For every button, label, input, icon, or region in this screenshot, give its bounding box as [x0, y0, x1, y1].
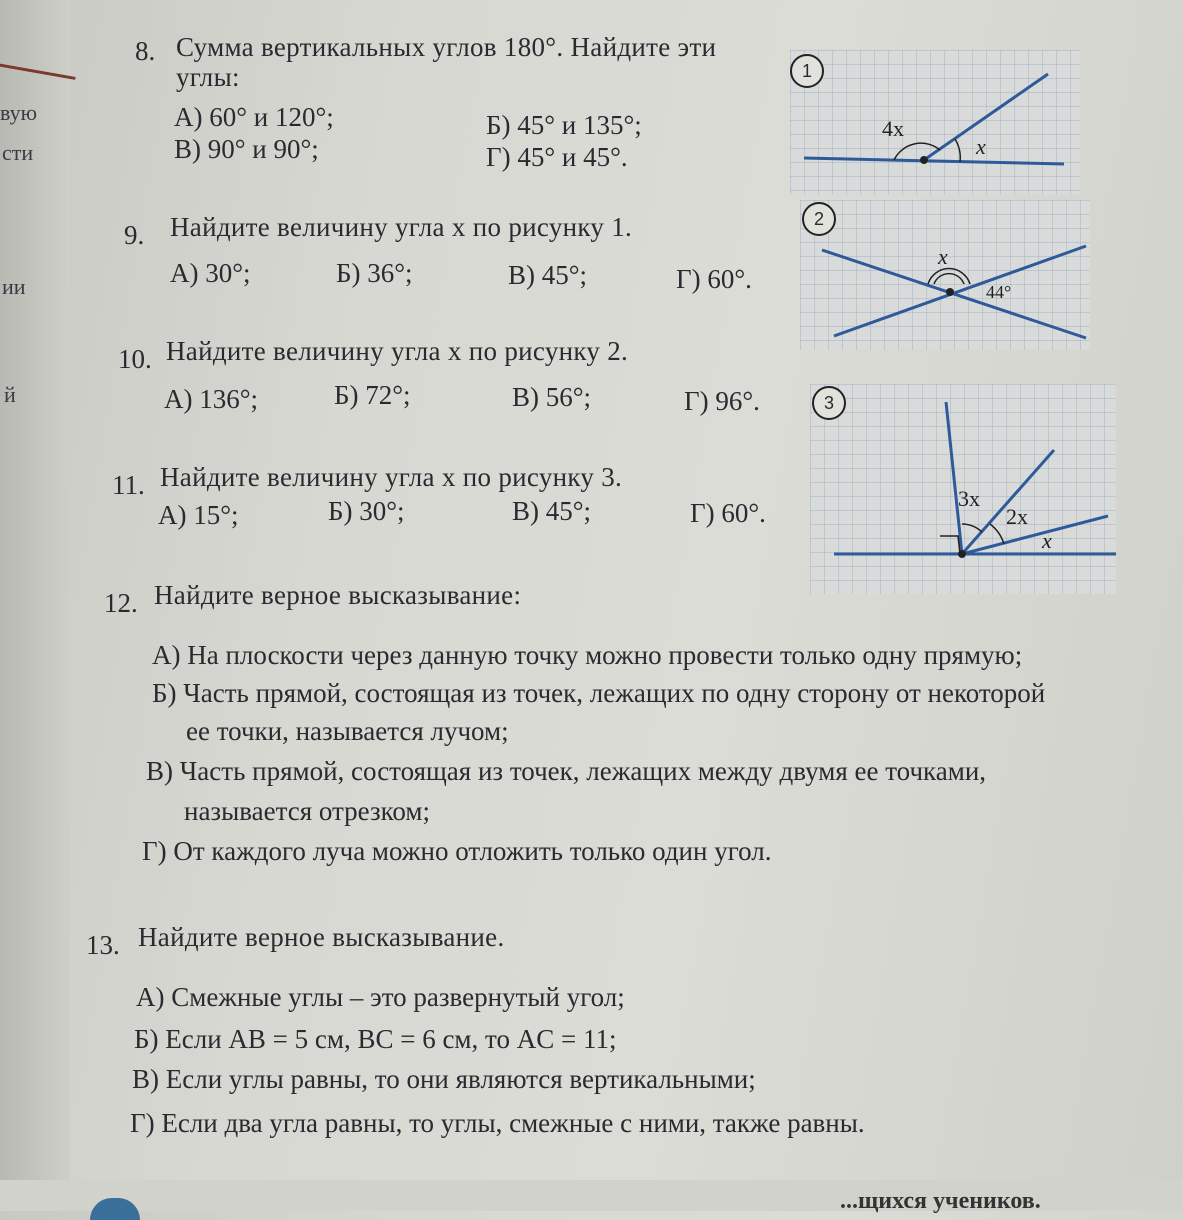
answer-option[interactable]: А) На плоскости через данную точку можно провести только одну прямую;	[152, 640, 1023, 670]
answer-option[interactable]: Б) Если AB = 5 см, BC = 6 см, то AC = 11;	[134, 1024, 617, 1054]
margin-fragment: ии	[2, 274, 26, 299]
question-9-number: 9.	[124, 220, 145, 250]
question-8-text: Сумма вертикальных углов 180°. Найдите эти	[176, 32, 717, 62]
perpendicular-ray	[946, 402, 962, 554]
answer-option[interactable]: Г) 60°.	[676, 264, 752, 294]
question-12-text: Найдите верное высказывание:	[154, 580, 522, 610]
answer-option[interactable]: А) 15°;	[158, 500, 239, 530]
line-b	[834, 246, 1086, 336]
answer-option[interactable]: Б) 72°;	[334, 380, 411, 410]
figure-1	[790, 50, 1080, 195]
angle-label: 44°	[986, 282, 1012, 302]
answer-option[interactable]: Г) От каждого луча можно отложить только один угол.	[142, 836, 772, 866]
angle-arc	[934, 274, 964, 284]
answer-option[interactable]: Г) 96°.	[684, 386, 760, 416]
angle-arc	[894, 143, 940, 160]
figure-number-badge: 3	[812, 386, 846, 420]
ray-2	[962, 516, 1108, 554]
answer-option[interactable]: В) Если углы равны, то они являются вертикальными;	[132, 1064, 756, 1094]
question-13-text: Найдите верное высказывание.	[138, 922, 505, 952]
angle-label: 4x	[882, 116, 904, 141]
question-11-number: 11.	[112, 470, 145, 500]
angle-label: 2x	[1006, 504, 1028, 529]
figure-3-drawing	[810, 384, 1116, 594]
angle-arc	[990, 524, 1004, 544]
answer-option[interactable]: А) Смежные углы – это развернутый угол;	[136, 982, 625, 1012]
answer-option[interactable]: Б) 36°;	[336, 258, 413, 288]
figure-3	[810, 384, 1116, 594]
angle-label: 3x	[958, 486, 980, 511]
question-8-text-cont: углы:	[176, 62, 240, 92]
answer-option[interactable]: В) 45°;	[508, 260, 588, 290]
vertex-point	[920, 156, 928, 164]
margin-fragment: й	[4, 382, 16, 407]
question-8	[135, 36, 155, 67]
vertex-point	[958, 550, 966, 558]
angle-arc	[955, 139, 960, 162]
question-10-number: 10.	[118, 344, 152, 374]
answer-option[interactable]: Б) 30°;	[328, 496, 405, 526]
answer-option-cont: называется отрезком;	[184, 796, 430, 826]
answer-option[interactable]: Б) Часть прямой, состоящая из точек, лежащих по одну сторону от некоторой	[152, 678, 1046, 708]
question-9-text: Найдите величину угла x по рисунку 1.	[170, 212, 633, 242]
question-number: 8.	[135, 36, 156, 66]
margin-fragment: сти	[2, 140, 34, 165]
figure-2-drawing	[800, 200, 1090, 350]
question-12-number: 12.	[104, 588, 138, 618]
angle-arc	[962, 524, 982, 532]
answer-option[interactable]: А) 30°;	[170, 258, 251, 288]
right-angle-mark	[940, 536, 960, 554]
question-10-text: Найдите величину угла x по рисунку 2.	[166, 336, 629, 366]
answer-option[interactable]: Б) 45° и 135°;	[486, 110, 642, 140]
straight-line	[804, 158, 1064, 164]
answer-option[interactable]: В) 90° и 90°;	[174, 134, 319, 164]
figure-2	[800, 200, 1090, 350]
margin-fragment: вую	[0, 100, 38, 125]
figure-1-drawing	[790, 50, 1080, 195]
question-11-text: Найдите величину угла x по рисунку 3.	[160, 462, 623, 492]
question-13-number: 13.	[86, 930, 120, 960]
answer-option[interactable]: Г) 45° и 45°.	[486, 142, 628, 172]
answer-option[interactable]: В) Часть прямой, состоящая из точек, лежащих между двумя ее точками,	[146, 756, 987, 786]
angle-label: x	[1042, 528, 1052, 553]
figure-number-badge: 2	[802, 202, 836, 236]
ray	[924, 74, 1048, 160]
answer-option[interactable]: А) 60° и 120°;	[174, 102, 334, 132]
answer-option-cont: ее точки, называется лучом;	[186, 716, 509, 746]
intersection-point	[946, 288, 954, 296]
angle-label: x	[976, 134, 986, 159]
footer-text: ...щихся учеников.	[840, 1188, 1041, 1214]
answer-option[interactable]: А) 136°;	[164, 384, 259, 414]
figure-number-badge: 1	[790, 54, 824, 88]
answer-option[interactable]: В) 56°;	[512, 382, 592, 412]
answer-option[interactable]: Г) 60°.	[690, 498, 766, 528]
previous-page-margin	[0, 0, 70, 1211]
answer-option[interactable]: Г) Если два угла равны, то углы, смежные с ними, также равны.	[130, 1108, 865, 1138]
angle-label: x	[938, 244, 948, 269]
answer-option[interactable]: В) 45°;	[512, 496, 592, 526]
